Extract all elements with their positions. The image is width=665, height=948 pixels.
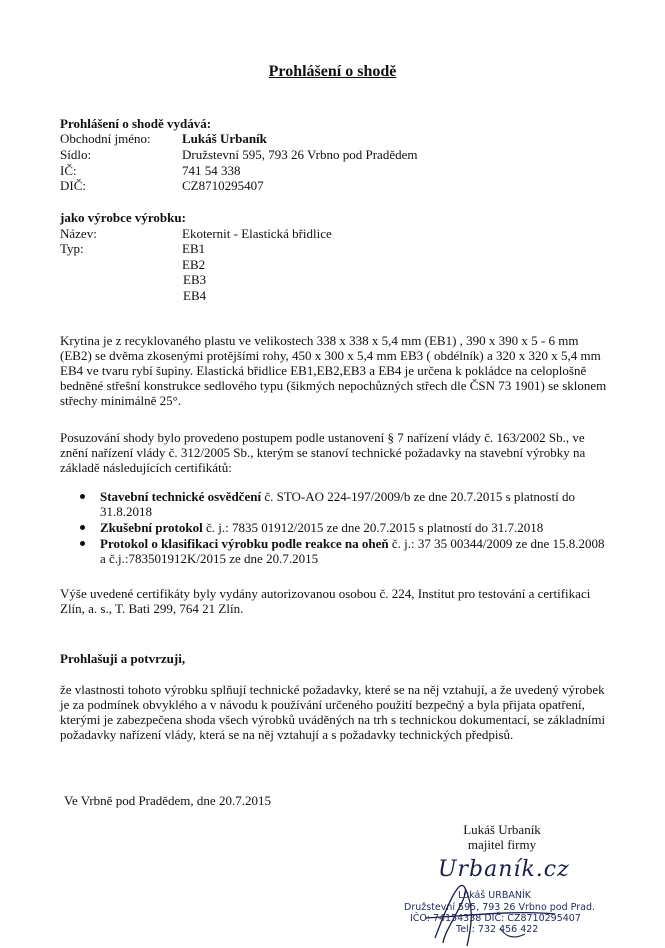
issuer-value: 741 54 338 bbox=[182, 163, 241, 178]
list-item bbox=[60, 489, 608, 519]
issuer-value: Lukáš Urbaník bbox=[182, 131, 267, 146]
product-type: EB2 bbox=[182, 257, 206, 272]
stamp-line: Tel.: 732 456 422 bbox=[456, 924, 539, 935]
bullet-icon bbox=[80, 525, 85, 530]
issuer-value: CZ8710295407 bbox=[182, 178, 264, 193]
certificate-name: Stavební technické osvědčení bbox=[100, 489, 262, 504]
product-description: Krytina je z recyklovaného plastu ve velikostech 338 x 338 x 5,4 mm (EB1) , 390 x 390 x 5 - 6 mm (EB2) se dvěma zkosenými protějšími rohy, 450 x 300 x 5,4 mm EB3 ( obdélník) a 320 x 320 x 5,4 mm EB4 ve tvaru rybí šupiny. Elastická břidlice EB1,EB2,EB3 a EB4 je určena k pokládce na celoplošně bedněné střešní konstrukce sedlového typu (šikmých nepochůzných střech dle ČSN 73 1901) se sklonem střechy minimálně 25°. bbox=[60, 333, 607, 408]
product-value: Ekoternit - Elastická břidlice bbox=[182, 226, 332, 241]
issuer-label: IČ: bbox=[60, 163, 77, 178]
stamp-line: IČO: 74154338 DIČ: CZ8710295407 bbox=[410, 913, 581, 924]
issuer-label: Sídlo: bbox=[60, 147, 92, 162]
document-title: Prohlášení o shodě bbox=[268, 63, 397, 80]
product-type: EB4 bbox=[183, 288, 207, 303]
declaration-text: že vlastnosti tohoto výrobku splňují technické požadavky, které se na něj vztahují, a že uvedený výrobek je za podmínek obvyklého a v návodu k používání určeného použití bezpečný a byla přijata opatření, kterými je zabezpečena shoda všech výrobků uváděných na trh s technickou dokumentací, se základními požadavky nařízení vlády, která se na něj vztahují a s požadavky technických předpisů. bbox=[60, 682, 606, 742]
product-label: Název: bbox=[60, 226, 97, 241]
declaration-heading: Prohlašuji a potvrzuji, bbox=[60, 651, 186, 666]
product-label: Typ: bbox=[60, 241, 84, 256]
product-type: EB3 bbox=[183, 272, 207, 287]
issuer-heading: Prohlášení o shodě vydává: bbox=[60, 116, 212, 131]
stamp-logo: Urbaník.cz bbox=[438, 857, 570, 882]
place-date: Ve Vrbně pod Pradědem, dne 20.7.2015 bbox=[64, 793, 271, 808]
certificate-list bbox=[60, 489, 608, 567]
certificate-detail: č. j.: 7835 01912/2015 ze dne 20.7.2015 s platností do 31.7.2018 bbox=[202, 520, 544, 535]
certificate-detail: č. STO-AO 224-197/2009/b ze dne 20.7.2015 s platností do 31.8.2018 bbox=[100, 489, 575, 519]
bullet-icon bbox=[80, 541, 85, 546]
signature-icon bbox=[405, 858, 605, 948]
signatory-name: Lukáš Urbaník bbox=[463, 822, 541, 837]
conformity-assessment: Posuzování shody bylo provedeno postupem podle ustanovení § 7 nařízení vlády č. 163/2002 Sb., ve znění nařízení vlády č. 312/2005 Sb., kterým se stanoví technické požadavky na stavební výrobky na základě následujících certifikátů: bbox=[60, 430, 586, 475]
list-item bbox=[60, 520, 608, 535]
certificate-name: Protokol o klasifikaci výrobku podle reakce na oheň bbox=[100, 536, 389, 551]
bullet-icon bbox=[80, 494, 85, 499]
stamp-line: Družstevní 595, 793 26 Vrbno pod Prad. bbox=[404, 902, 596, 913]
product-type: EB1 bbox=[182, 241, 206, 256]
signatory-role: majitel firmy bbox=[467, 837, 537, 852]
issuer-label: DIČ: bbox=[60, 178, 86, 193]
stamp-line: Lukáš URBANÍK bbox=[458, 890, 531, 901]
certificates-issuer: Výše uvedené certifikáty byly vydány autorizovanou osobou č. 224, Institut pro testování a certifikaci Zlín, a. s., T. Bati 299, 764 21 Zlín. bbox=[60, 586, 591, 616]
product-heading: jako výrobce výrobku: bbox=[60, 210, 186, 225]
certificate-detail: č. j.: 37 35 00344/2009 ze dne 15.8.2008 a č.j.:783501912K/2015 ze dne 20.7.2015 bbox=[100, 536, 605, 566]
list-item bbox=[60, 536, 608, 566]
issuer-label: Obchodní jméno: bbox=[60, 131, 151, 146]
certificate-name: Zkušební protokol bbox=[100, 520, 203, 535]
issuer-value: Družstevní 595, 793 26 Vrbno pod Pradědem bbox=[182, 147, 418, 162]
